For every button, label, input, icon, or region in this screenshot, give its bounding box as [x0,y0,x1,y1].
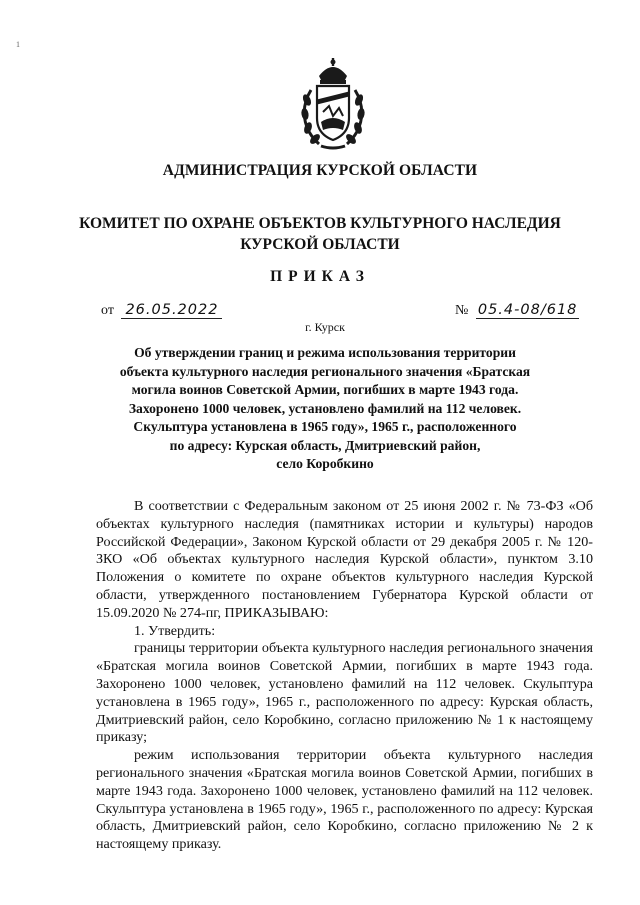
body-paragraph: режим использования территории объекта культурного наследия регионального значения «Братская могила воинов Советской Армии, погибших в марте 1943 года. Захоронено 1000 человек, установлено фамилий на 112 человек. Скульптура установлена в 1965 году», 1965 г., расположенного по адресу: Курская область, Дмитриевский район, село Коробкино, согласно приложению № 2 к настоящему приказу. [96,747,593,853]
handwritten-date: 26.05.2022 [121,302,222,319]
committee-line: КОМИТЕТ ПО ОХРАНЕ ОБЪЕКТОВ КУЛЬТУРНОГО НАСЛЕДИЯ [79,215,561,232]
order-title [90,344,560,474]
title-line: могила воинов Советской Армии, погибших в марте 1943 года. [131,382,519,397]
body-paragraph: 1. Утвердить: [134,622,216,639]
title-line: Об утверждении границ и режима использования территории [134,345,516,360]
coat-of-arms-icon [297,56,369,152]
city-label: г. Курск [305,320,345,334]
body-paragraph: В соответствии с Федеральным законом от 25 июня 2002 г. № 73-ФЗ «Об объектах культурного наследия (памятниках истории и культуры) народов Российской Федерации», Законом Курской области от 29 декабря 2005 г. № 120-ЗКО «Об объектах культурного наследия Курской области», пунктом 3.10 Положения о комитете по охране объектов культурного наследия Курской области, утвержденного постановлением Губернатора Курской области от 15.09.2020 № 274-пг, ПРИКАЗЫВАЮ: [96,498,593,621]
committee-line: КУРСКОЙ ОБЛАСТИ [240,236,400,253]
title-line: Захоронено 1000 человек, установлено фамилий на 112 человек. [128,400,522,416]
date-field [101,302,222,319]
title-line: объекта культурного наследия регионального значения «Братская [119,363,531,379]
body-paragraph: границы территории объекта культурного наследия регионального значения «Братская могила воинов Советской Армии, погибших в марте 1943 года. Захоронено 1000 человек, установлено фамилий на 112 человек. Скульптура установлена в 1965 году», 1965 г., расположенного по адресу: Курская область, Дмитриевский район, село Коробкино, согласно приложению № 1 к настоящему приказу; [96,640,593,746]
title-line: Скульптура установлена в 1965 году», 1965 г., расположенного [133,419,517,434]
title-line: по адресу: Курская область, Дмитриевский район, [169,437,481,453]
number-prefix: № [455,303,469,318]
title-line: село Коробкино [276,456,374,471]
margin-mark: 1 [16,40,20,49]
number-field [455,302,579,319]
organization-name: АДМИНИСТРАЦИЯ КУРСКОЙ ОБЛАСТИ [162,162,478,179]
document-type: ПРИКАЗ [270,268,370,285]
order-body [96,498,593,854]
date-prefix: от [101,303,114,318]
committee-name [60,213,580,255]
handwritten-number: 05.4-08/618 [477,302,578,318]
